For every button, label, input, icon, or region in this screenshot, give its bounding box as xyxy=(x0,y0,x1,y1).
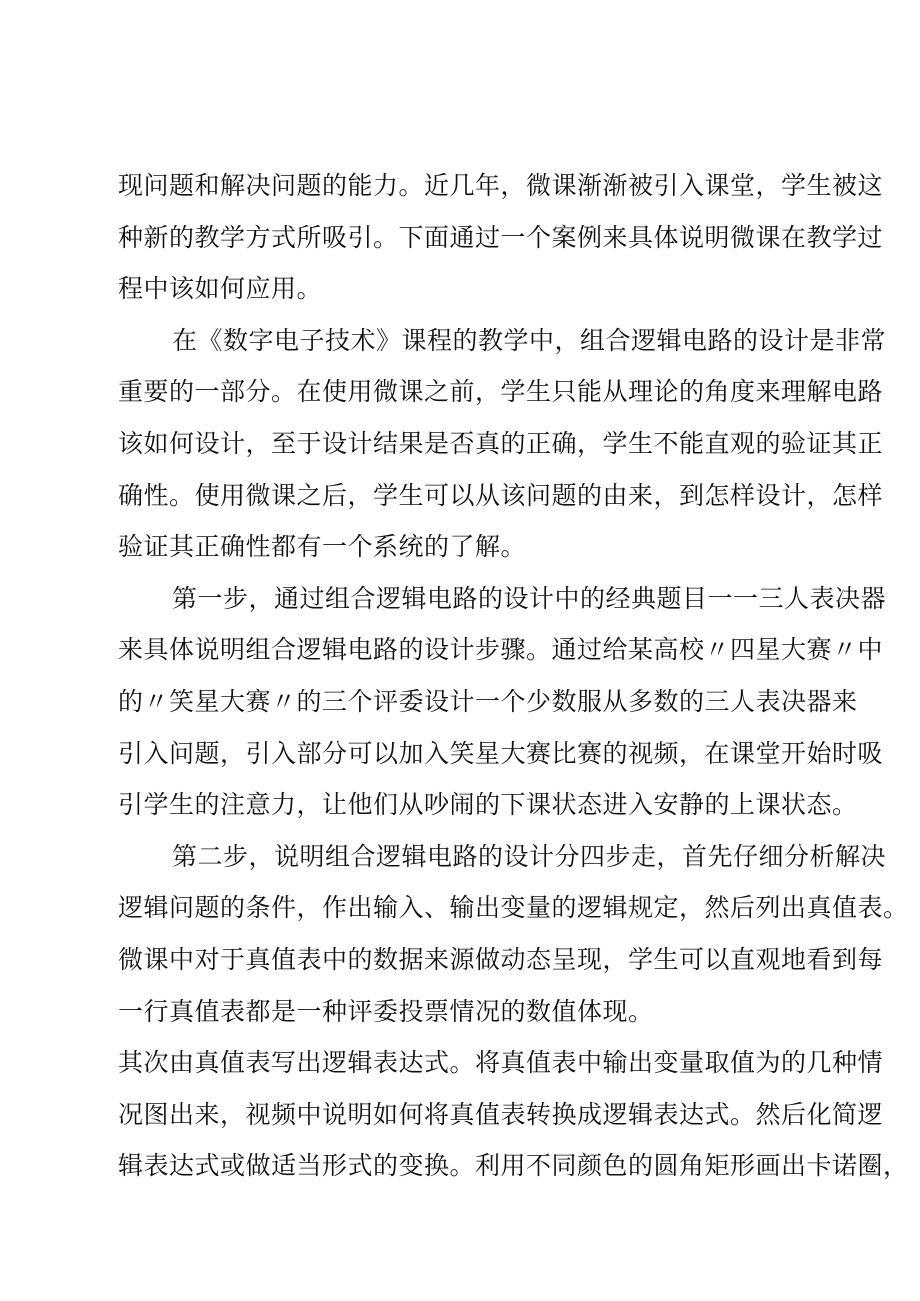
text-line: 确性。使用微课之后，学生可以从该问题的由来，到怎样设计，怎样 xyxy=(118,480,884,510)
paragraph-first-line: 在《数字电子技术》课程的教学中，组合逻辑电路的设计是非常 xyxy=(172,325,887,355)
text-line: 其次由真值表写出逻辑表达式。将真值表中输出变量取值为的几种情 xyxy=(118,1048,884,1078)
text-line: 引入问题，引入部分可以加入笑星大赛比赛的视频，在课堂开始时吸 xyxy=(118,738,884,768)
text-line: 重要的一部分。在使用微课之前，学生只能从理论的角度来理解电路 xyxy=(118,377,884,407)
text-line: 种新的教学方式所吸引。下面通过一个案例来具体说明微课在教学过 xyxy=(118,222,884,252)
text-line: 微课中对于真值表中的数据来源做动态呈现，学生可以直观地看到每 xyxy=(118,944,884,974)
text-line: 该如何设计，至于设计结果是否真的正确，学生不能直观的验证其正 xyxy=(118,428,884,458)
text-line: 现问题和解决问题的能力。近几年，微课渐渐被引入课堂，学生被这 xyxy=(118,171,884,200)
paragraph-first-line: 第一步，通过组合逻辑电路的设计中的经典题目一一三人表决器 xyxy=(172,583,887,613)
text-line: 的〃笑星大赛〃的三个评委设计一个少数服从多数的三人表决器来 xyxy=(118,686,858,716)
text-line: 况图出来，视频中说明如何将真值表转换成逻辑表达式。然后化简逻 xyxy=(118,1099,884,1129)
text-line: 辑表达式或做适当形式的变换。利用不同颜色的圆角矩形画出卡诺圈， xyxy=(118,1151,909,1181)
body-text xyxy=(118,160,909,1192)
paragraph-first-line: 第二步，说明组合逻辑电路的设计分四步走，首先仔细分析解决 xyxy=(172,841,887,871)
text-line: 程中该如何应用。 xyxy=(118,274,323,304)
text-line: 验证其正确性都有一个系统的了解。 xyxy=(118,532,527,562)
text-line: 逻辑问题的条件，作出输入、输出变量的逻辑规定，然后列出真值表。 xyxy=(118,893,909,923)
text-line: 来具体说明组合逻辑电路的设计步骤。通过给某高校〃四星大赛〃中 xyxy=(118,635,884,665)
text-line: 一行真值表都是一种评委投票情况的数值体现。 xyxy=(118,996,654,1026)
text-line: 引学生的注意力，让他们从吵闹的下课状态进入安静的上课状态。 xyxy=(118,790,858,820)
